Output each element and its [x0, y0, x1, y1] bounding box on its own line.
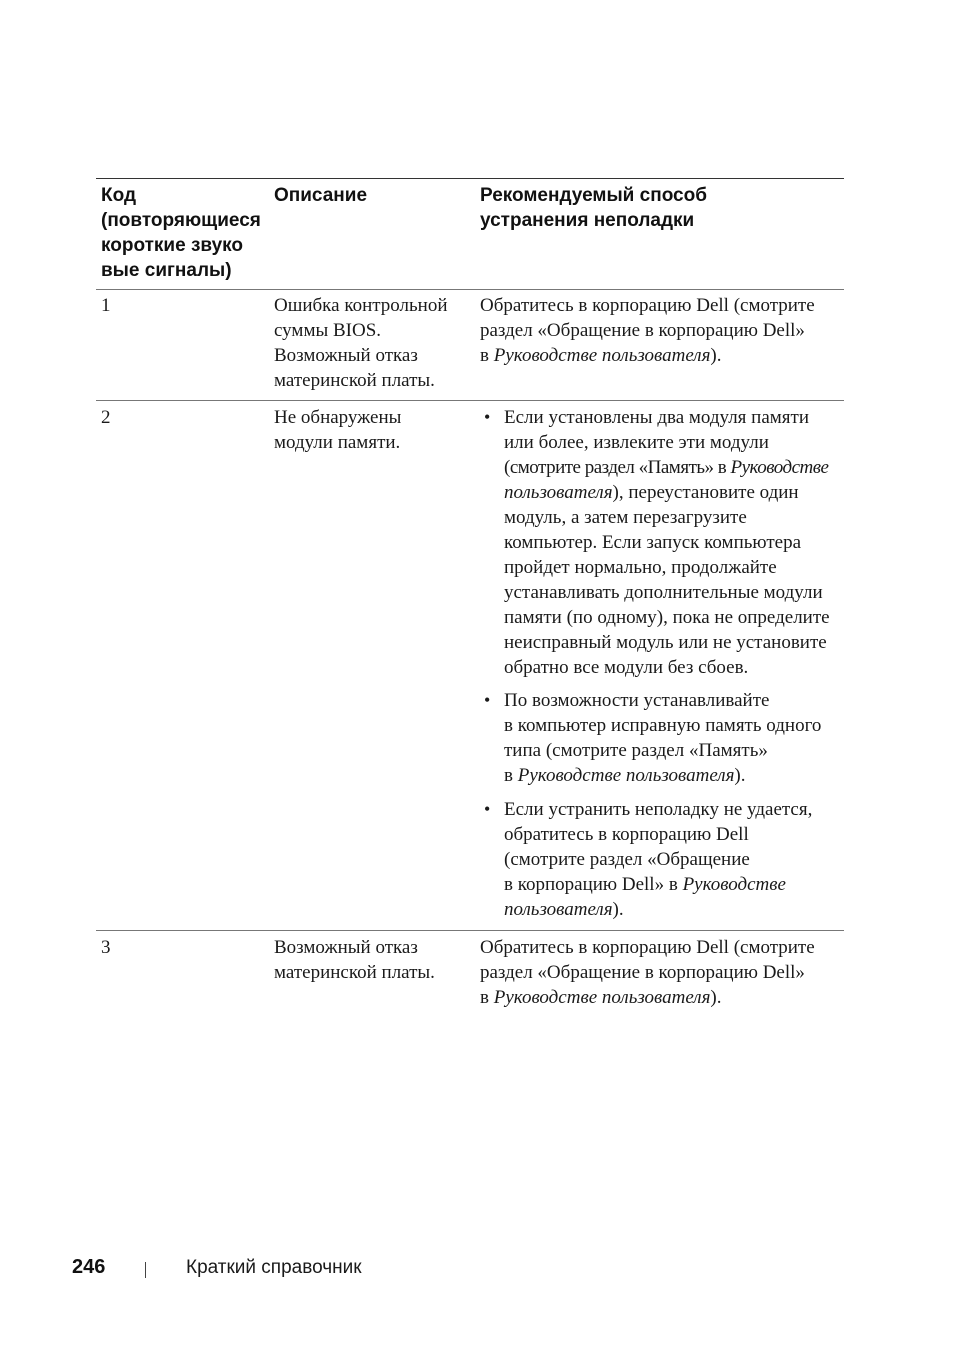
row3-remedy — [480, 935, 844, 1010]
row3-code: 3 — [101, 937, 111, 958]
manual-reference: пользователя — [504, 482, 613, 503]
header-code-line: (повторяющиеся — [101, 210, 261, 231]
bullet-line — [504, 872, 844, 897]
row1-remedy — [480, 293, 844, 368]
row1-code: 1 — [101, 295, 111, 316]
bullet-line: обратно все модули без сбоев. — [504, 657, 749, 678]
bullet-icon: • — [484, 799, 491, 819]
bullet-line: типа (смотрите раздел «Память» — [504, 740, 768, 761]
bullet-line: Если установлены два модуля памяти — [504, 407, 810, 428]
remedy-line: Обратитесь в корпорацию Dell (смотрите — [480, 937, 815, 958]
bullet-line: По возможности устанавливайте — [504, 690, 770, 711]
description-line: суммы BIOS. — [274, 320, 382, 341]
bullet-text-part: в корпорацию Dell» в — [504, 874, 683, 895]
description-line: модули памяти. — [274, 432, 401, 453]
description-line: Не обнаружены — [274, 407, 402, 428]
bullet-line: обратитесь в корпорацию Dell — [504, 824, 749, 845]
bullet-text-part: ). — [612, 899, 624, 920]
bullet-line: Если устранить неполадку не удается, — [504, 799, 813, 820]
remedy-line: раздел «Обращение в корпорацию Dell» — [480, 962, 805, 983]
remedy-text: в — [480, 987, 494, 1008]
section-title: Краткий справочник — [186, 1257, 362, 1278]
remedy-line — [480, 343, 844, 368]
row2-description — [274, 405, 474, 455]
bullet-line: неисправный модуль или не установите — [504, 632, 827, 653]
row-divider — [96, 930, 844, 931]
bullet-text-part: в — [504, 765, 518, 786]
footer-divider — [145, 1262, 146, 1278]
bullet-line — [504, 480, 844, 505]
bullet-text — [504, 405, 844, 680]
header-remedy-line: Рекомендуемый способ — [480, 185, 707, 206]
bullet-icon: • — [484, 407, 491, 427]
description-line: материнской платы. — [274, 962, 435, 983]
remedy-line — [480, 985, 844, 1010]
header-remedy-line: устранения неполадки — [480, 210, 695, 231]
bullet-line: модуль, а затем перезагрузите — [504, 507, 747, 528]
table-top-rule — [96, 178, 844, 179]
bullet-line: устанавливать дополнительные модули — [504, 582, 823, 603]
description-line: Возможный отказ — [274, 937, 418, 958]
manual-reference: Руководстве пользователя — [493, 345, 711, 366]
bullet-line — [504, 763, 844, 788]
header-description: Описание — [274, 185, 368, 206]
bullet-text-part: ). — [734, 765, 746, 786]
bullet-line — [504, 897, 844, 922]
remedy-line: Обратитесь в корпорацию Dell (смотрите — [480, 295, 815, 316]
row1-description — [274, 293, 474, 393]
bullet-line — [504, 455, 844, 480]
bullet-line: памяти (по одному), пока не определите — [504, 607, 830, 628]
bullet-line: пройдет нормально, продолжайте — [504, 557, 777, 578]
bullet-text — [504, 797, 844, 922]
description-line: материнской платы. — [274, 370, 435, 391]
remedy-text: ). — [710, 345, 722, 366]
row3-description — [274, 935, 474, 985]
bullet-text-part: ), переустановите один — [612, 482, 799, 503]
bullet-text — [504, 688, 844, 788]
manual-reference: Руководстве — [682, 874, 786, 895]
row-divider — [96, 400, 844, 401]
description-line: Возможный отказ — [274, 345, 418, 366]
bullet-text-part: (смотрите раздел «Память» в — [504, 457, 731, 478]
header-code-line: вые сигналы) — [101, 260, 232, 281]
header-remedy — [480, 183, 840, 233]
page-number: 246 — [72, 1256, 106, 1278]
bullet-line: компьютер. Если запуск компьютера — [504, 532, 802, 553]
header-code-line: Код — [101, 185, 137, 206]
manual-reference: Руководстве пользователя — [493, 987, 711, 1008]
remedy-line: раздел «Обращение в корпорацию Dell» — [480, 320, 805, 341]
header-code-line: короткие звуко — [101, 235, 244, 256]
manual-reference: Руководстве пользователя — [517, 765, 735, 786]
manual-reference: Руководстве — [730, 457, 829, 478]
bullet-line: или более, извлеките эти модули — [504, 432, 769, 453]
remedy-text: ). — [710, 987, 722, 1008]
row2-code: 2 — [101, 407, 111, 428]
bullet-line: (смотрите раздел «Обращение — [504, 849, 750, 870]
row-divider — [96, 289, 844, 290]
bullet-icon: • — [484, 690, 491, 710]
manual-reference: пользователя — [504, 899, 613, 920]
description-line: Ошибка контрольной — [274, 295, 448, 316]
bullet-line: в компьютер исправную память одного — [504, 715, 822, 736]
header-code — [101, 183, 271, 283]
remedy-text: в — [480, 345, 494, 366]
